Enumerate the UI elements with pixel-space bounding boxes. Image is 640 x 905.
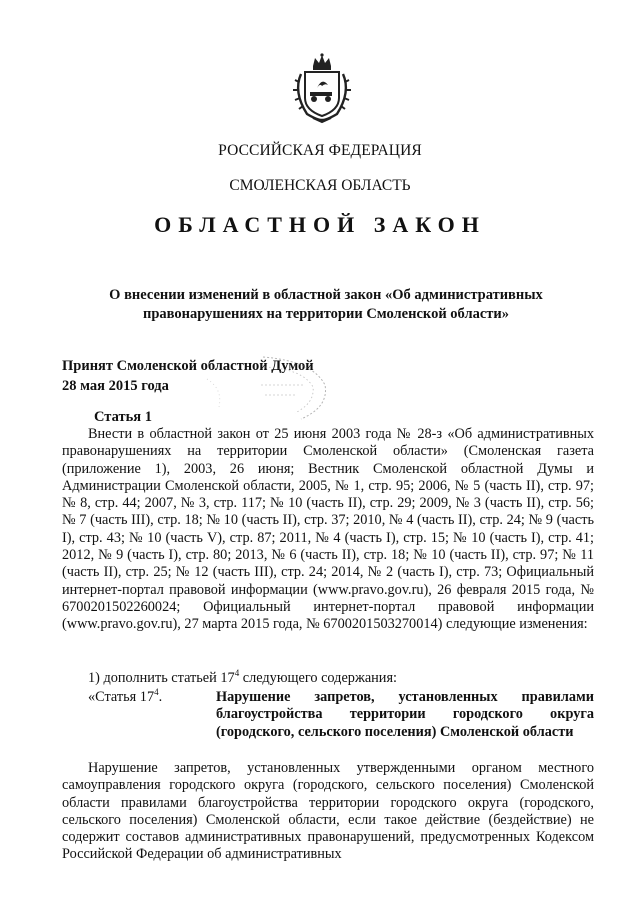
new-article-label-suffix: . bbox=[158, 689, 163, 705]
duma-stamp-icon bbox=[203, 355, 333, 423]
adopted-by: Принят Смоленской областной Думой bbox=[62, 358, 314, 374]
new-article-label-text: «Статья 17 bbox=[88, 689, 155, 705]
law-type-heading: ОБЛАСТНОЙ ЗАКОН bbox=[154, 212, 486, 237]
new-article-label-sup: 4 bbox=[154, 687, 159, 698]
region-heading: СМОЛЕНСКАЯ ОБЛАСТЬ bbox=[229, 177, 411, 194]
adoption-date: 28 мая 2015 года bbox=[62, 378, 169, 394]
law-title: О внесении изменений в областной закон «Об административных правонарушениях на территории Смоленской области» bbox=[109, 287, 543, 322]
amendment-item-sup: 4 bbox=[234, 668, 240, 679]
federation-heading: РОССИЙСКАЯ ФЕДЕРАЦИЯ bbox=[218, 142, 422, 159]
new-article-label bbox=[88, 689, 162, 706]
article-heading: Статья 1 bbox=[94, 409, 152, 425]
new-article-paragraph: Нарушение запретов, установленных утвержденными органом местного самоуправления городского округа (городского, сельского поселения) Смоленской области правилами благоустройства территории городского округа (городского, сельского поселения) Смоленской области, если такое действие (бездействие) не содержит составов административных правонарушений, предусмотренных Кодексом Российской Федерации об административных bbox=[62, 760, 594, 863]
amendment-item-text: 1) дополнить статьей 17 bbox=[88, 670, 235, 686]
amendment-item bbox=[88, 670, 397, 687]
amendment-item-suffix: следующего содержания: bbox=[239, 670, 398, 686]
new-article-title: Нарушение запретов, установленных правилами благоустройства территории городского округа (городского, сельского поселения) Смоленской области bbox=[216, 689, 594, 740]
article-paragraph: Внести в областной закон от 25 июня 2003 года № 28-з «Об административных правонарушениях на территории Смоленской области» (Смоленская газета (приложение 1), 2003, 26 июня; Вестник Смоленской областной Думы и Администрации Смоленской области, 2005, № 1, стр. 95; 2006, № 5 (часть II), стр. 97; № 8, стр. 44; 2007, № 3, стр. 117; № 10 (часть II), стр. 29; 2009, № 3 (часть II), стр. 56; № 7 (часть III), стр. 18; № 10 (часть II), стр. 37; 2010, № 4 (часть II), стр. 24; № 9 (часть I), стр. 43; № 10 (часть V), стр. 87; 2011, № 4 (часть I), стр. 15; № 10 (часть I), стр. 41; 2012, № 9 (часть I), стр. 80; 2013, № 6 (часть II), стр. 18; № 10 (часть II), стр. 97; № 11 (часть II), стр. 25; № 12 (часть III), стр. 24; 2014, № 2 (часть I), стр. 73; Официальный интернет-портал правовой информации (www.pravo.gov.ru), 26 февраля 2015 года, № 6700201502260024; Официальный интернет-портал правовой информации (www.pravo.gov.ru), 27 марта 2015 года, № 6700201503270014) следующие изменения: bbox=[62, 426, 594, 633]
smolensk-coat-of-arms-icon bbox=[291, 52, 353, 124]
